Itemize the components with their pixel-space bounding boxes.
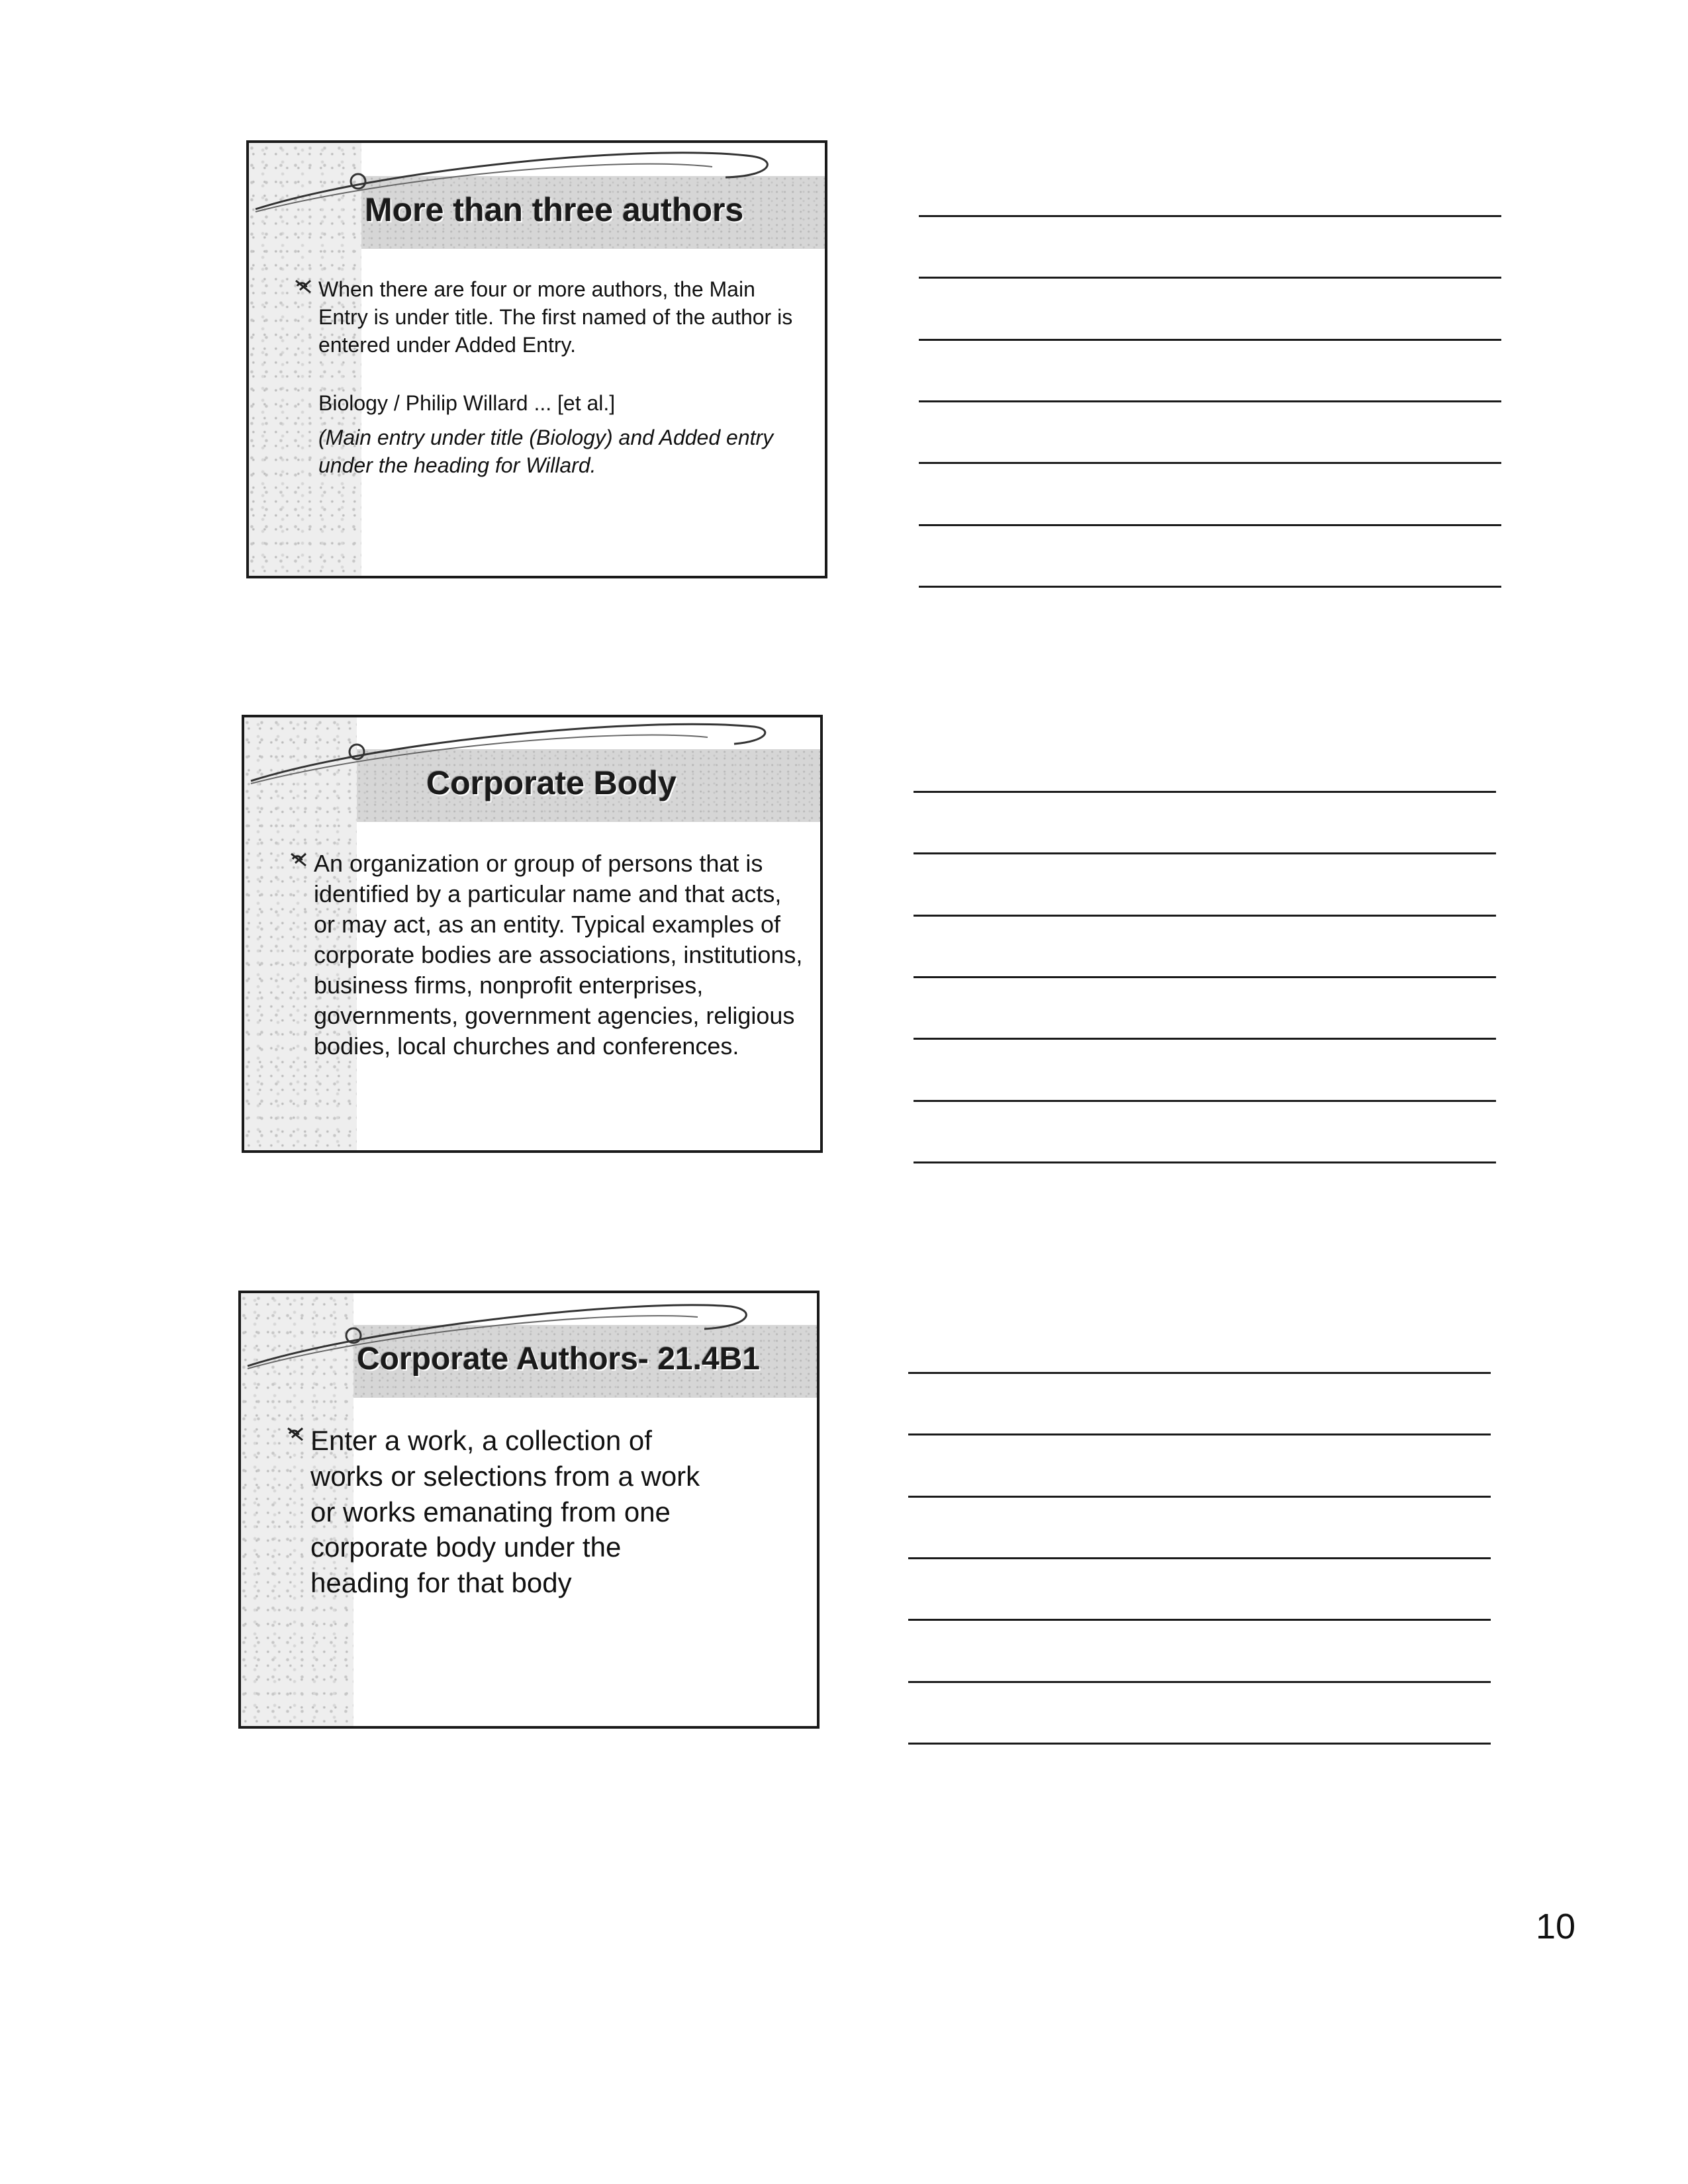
note-line [914, 915, 1496, 917]
note-line [908, 1496, 1491, 1498]
note-line [908, 1743, 1491, 1745]
slide-corporate-body [242, 715, 823, 1153]
slide-title: More than three authors [365, 191, 744, 228]
slide-title: Corporate Authors- 21.4B1 [357, 1342, 760, 1377]
page-number: 10 [1536, 1907, 1576, 1946]
note-line [908, 1681, 1491, 1683]
bullet-text: When there are four or more authors, the Main Entry is under title. The first named of the author is entered under Added Entry. [318, 277, 793, 357]
bullet-icon [287, 848, 310, 871]
note-line [914, 852, 1496, 854]
note-line [919, 524, 1501, 526]
slide-title: Corporate Body [426, 764, 677, 801]
note-line [914, 976, 1496, 978]
note-line [908, 1372, 1491, 1374]
note-line [914, 1100, 1496, 1102]
slide-more-than-three-authors [246, 140, 827, 578]
example-note: (Main entry under title (Biology) and Added entry under the heading for Willard. [318, 426, 774, 478]
note-line [919, 339, 1501, 341]
bullet-text: Enter a work, a collection of works or selections from a work or works emanating from one corporate body under the heading for that body [310, 1425, 700, 1598]
note-line [914, 1038, 1496, 1040]
note-line [919, 215, 1501, 217]
note-line [919, 400, 1501, 402]
note-line [908, 1557, 1491, 1559]
note-line [914, 1161, 1496, 1163]
slide-corporate-authors [238, 1291, 820, 1729]
note-line [919, 586, 1501, 588]
bullet-text: An organization or group of persons that is identified by a particular name and that acts, or may act, as an entity. Typical examples of corporate bodies are associations, institutions, business firms, nonprofit enterprises, governments, government agencies, religious bodies, local churches and conferences. [314, 850, 803, 1060]
note-line [908, 1619, 1491, 1621]
note-line [914, 791, 1496, 793]
example-citation: Biology / Philip Willard ... [et al.] [318, 391, 616, 415]
note-line [908, 1433, 1491, 1435]
bullet-icon [284, 1423, 306, 1445]
note-line [919, 462, 1501, 464]
note-line [919, 277, 1501, 279]
bullet-icon [292, 275, 314, 298]
